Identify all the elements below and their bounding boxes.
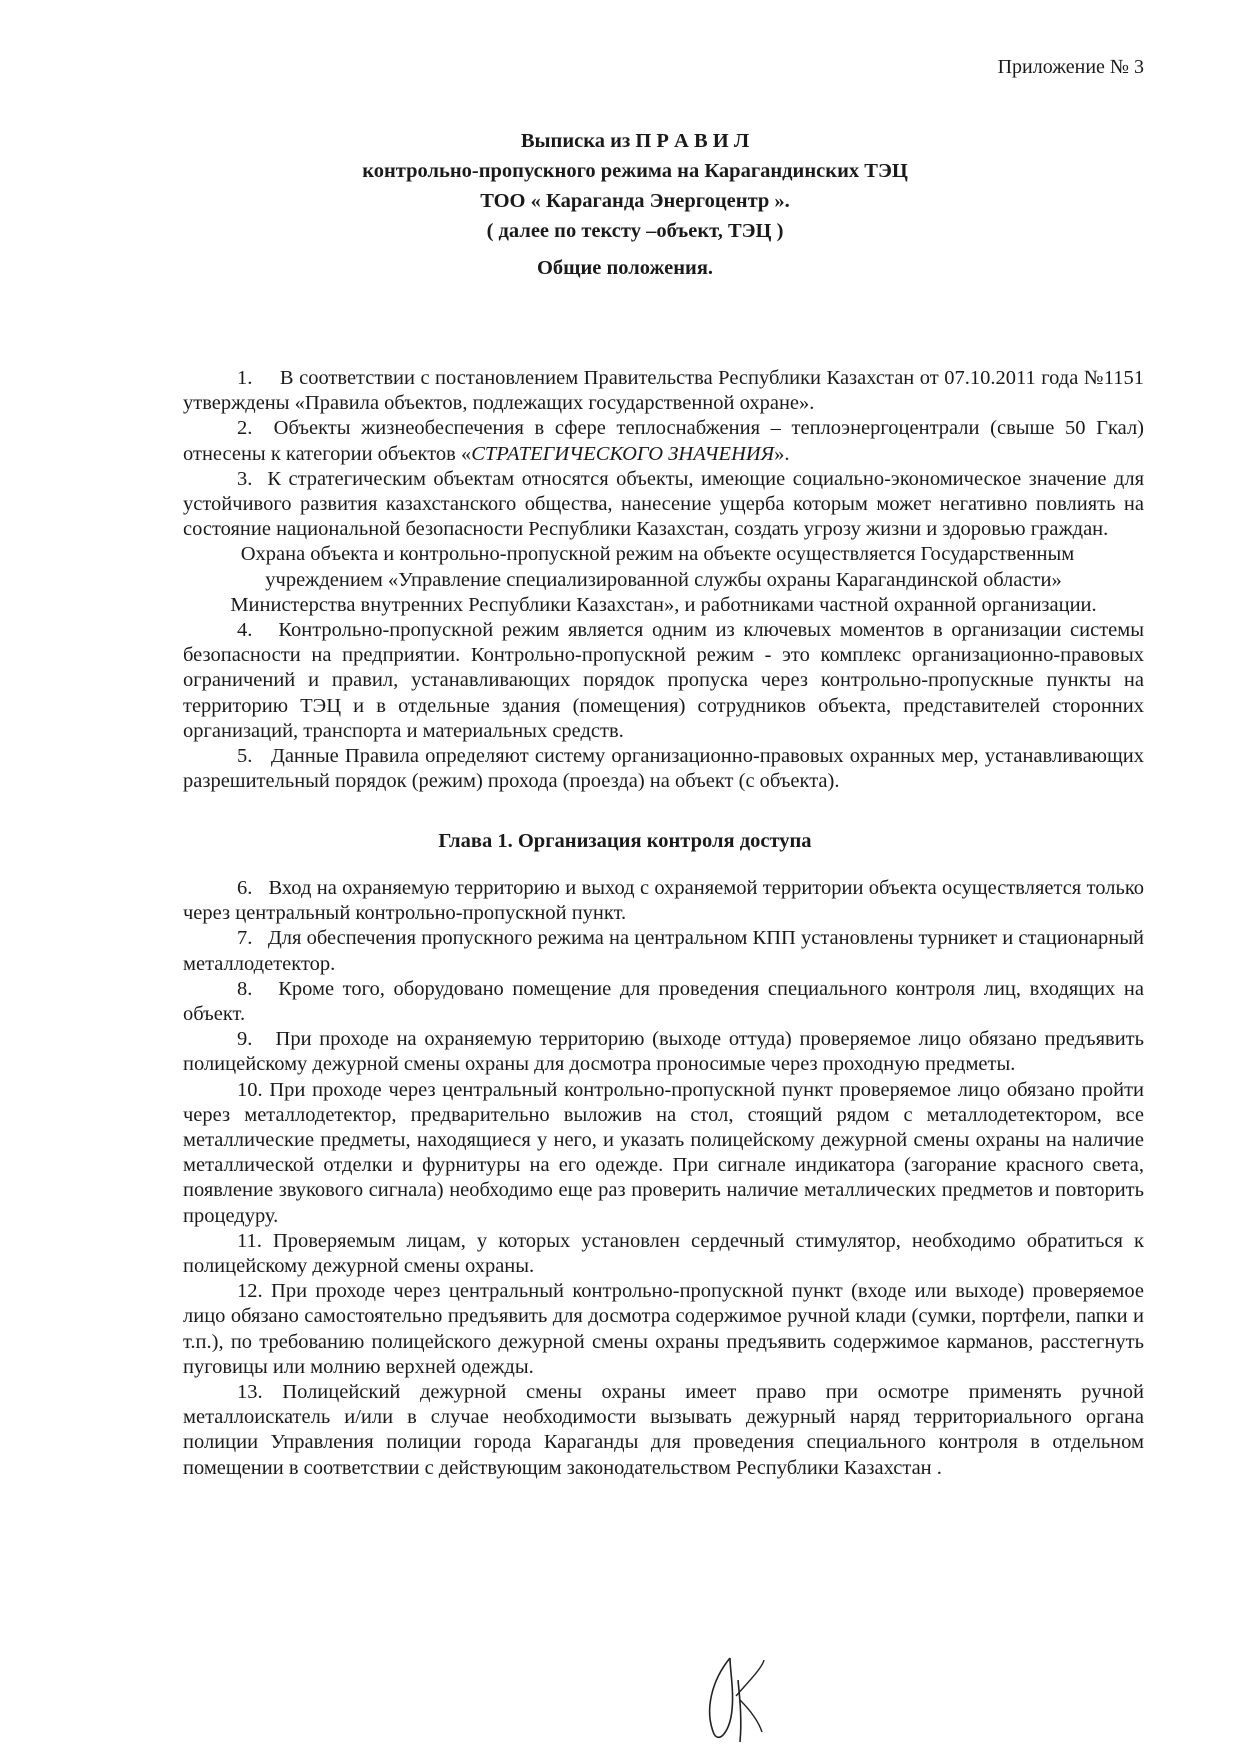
paragraph-number: 10. [237,1078,263,1101]
paragraph-number: 4. [237,619,253,642]
paragraph-number: 8. [237,977,253,1000]
paragraph-number: 2. [237,417,253,440]
paragraph-text: При проходе на охраняемую территорию (выходе оттуда) проверяемое лицо обязано предъявить полицейскому дежурной смены охраны для досмотра проносимые через проходную предметы. [183,1028,1144,1076]
paragraph-13 [183,1380,1144,1481]
paragraph-text-tail: ». [774,442,790,465]
paragraph-9 [183,1027,1144,1077]
section-heading-general: Общие положения. [536,257,714,279]
paragraph-text: При проходе через центральный контрольно-пропускной пункт (входе или выходе) проверяемое лицо обязано самостоятельно предъявить для досмотра содержимое ручной клади (сумки, портфели, папки и т.п.), по требованию полицейского дежурной смены охраны предъявить содержимое карманов, расстегнуть пуговицы или молнию верхней одежды. [183,1280,1145,1378]
paragraph-text: Полицейский дежурной смены охраны имеет право при осмотре применять ручной металлоискатель и/или в случае необходимости вызывать дежурный наряд территориального органа полиции Управления полиции города Караганды для проведения специального контроля в отдельном помещении в соответствии с действующим законодательством Республики Казахстан . [183,1381,1144,1479]
paragraph-text: При проходе через центральный контрольно-пропускной пункт проверяемое лицо обязано пройти через металлодетектор, предварительно выложив на стол, стоящий рядом с металлодетектором, все металлические предметы, находящиеся у него, и указать полицейскому дежурной смены охраны на наличие металлической отделки и фурнитуры на его одежде. При сигнале индикатора (загорание красного света, появление звукового сигнала) необходимо еще раз проверить наличие металлических предметов и повторить процедуру. [183,1078,1144,1227]
paragraph-1 [183,366,1144,416]
paragraph-number: 9. [237,1028,253,1051]
paragraph-text: Для обеспечения пропускного режима на центральном КПП установлены турникет и стационарный металлодетектор. [183,927,1144,975]
section-heading-chapter-1: Глава 1. Организация контроля доступа [438,830,812,852]
paragraph-2 [183,416,1144,466]
paragraph-5 [183,744,1144,794]
paragraph-text: Кроме того, оборудовано помещение для проведения специального контроля лиц, входящих на объект. [183,977,1144,1026]
paragraph-4 [183,618,1144,744]
paragraph-text: Вход на охраняемую территорию и выход с охраняемой территории объекта осуществляется только через центральный контрольно-пропускной пункт. [183,877,1144,925]
title-line-4: ( далее по тексту –объект, ТЭЦ ) [486,220,784,242]
paragraph-number: 12. [237,1280,263,1303]
centered-line-2: учреждением «Управление специализированной службы охраны Карагандинской области» [265,568,1062,591]
body-block-general [183,366,1144,794]
paragraph-text: Контрольно-пропускной режим является одним из ключевых моментов в организации системы безопасности на предприятии. Контрольно-пропускной режим - это комплекс организационно-правовых ограничений и правил, устанавливающих порядок пропуска через контрольно-пропускные пункты на территорию ТЭЦ и в отдельные здания (помещения) сотрудников объекта, представителей сторонних организаций, транспорта и материальных средств. [183,619,1145,742]
centered-line-1: Охрана объекта и контрольно-пропускной режим на объекте осуществляется Государственным [240,543,1075,566]
paragraph-8 [183,977,1144,1027]
paragraph-6 [183,876,1144,926]
paragraph-11 [183,1229,1144,1279]
paragraph-text: Объекты жизнеобеспечения в сфере теплоснабжения – теплоэнергоцентрали (свыше 50 Гкал) отнесены к категории объектов « [183,417,1145,465]
paragraph-text: В соответствии с постановлением Правительства Республики Казахстан от 07.10.2011 года №1151 утверждены «Правила объектов, подлежащих государственной охране». [183,367,1145,415]
title-line-1: Выписка из П Р А В И Л [520,130,750,152]
body-block-chapter-1 [183,876,1144,1481]
paragraph-number: 5. [237,745,253,768]
paragraph-text: Данные Правила определяют систему организационно-правовых охранных мер, устанавливающих разрешительный порядок (режим) прохода (проезда) на объект (с объекта). [183,745,1144,793]
paragraph-10 [183,1078,1144,1229]
paragraph-number: 7. [237,927,253,950]
centered-line-3: Министерства внутренних Республики Казахстан», и работниками частной охранной организации. [230,593,1097,616]
document-title [0,126,1240,246]
paragraph-number: 3. [237,467,253,490]
paragraph-7 [183,926,1144,976]
appendix-label: Приложение № 3 [997,56,1144,78]
handwritten-signature [700,1650,770,1746]
paragraph-emphasis: СТРАТЕГИЧЕСКОГО ЗНАЧЕНИЯ [471,442,775,465]
title-line-3: ТОО « Караганда Энергоцентр ». [480,190,790,212]
paragraph-number: 1. [237,367,253,389]
paragraph-12 [183,1279,1144,1380]
paragraph-number: 6. [237,877,253,899]
paragraph-number: 11. [237,1229,262,1252]
centered-paragraph [183,542,1144,618]
paragraph-text: К стратегическим объектам относятся объекты, имеющие социально-экономическое значение для устойчивого развития казахстанского общества, нанесение ущерба которым может негативно повлиять на состояние национальной безопасности Республики Казахстан, создать угрозу жизни и здоровью граждан. [183,467,1145,541]
paragraph-number: 13. [237,1381,263,1404]
paragraph-text: Проверяемым лицам, у которых установлен сердечный стимулятор, необходимо обратиться к полицейскому дежурной смены охраны. [183,1229,1144,1278]
paragraph-3 [183,467,1144,543]
title-line-2: контрольно-пропускного режима на Карагандинских ТЭЦ [362,160,908,182]
